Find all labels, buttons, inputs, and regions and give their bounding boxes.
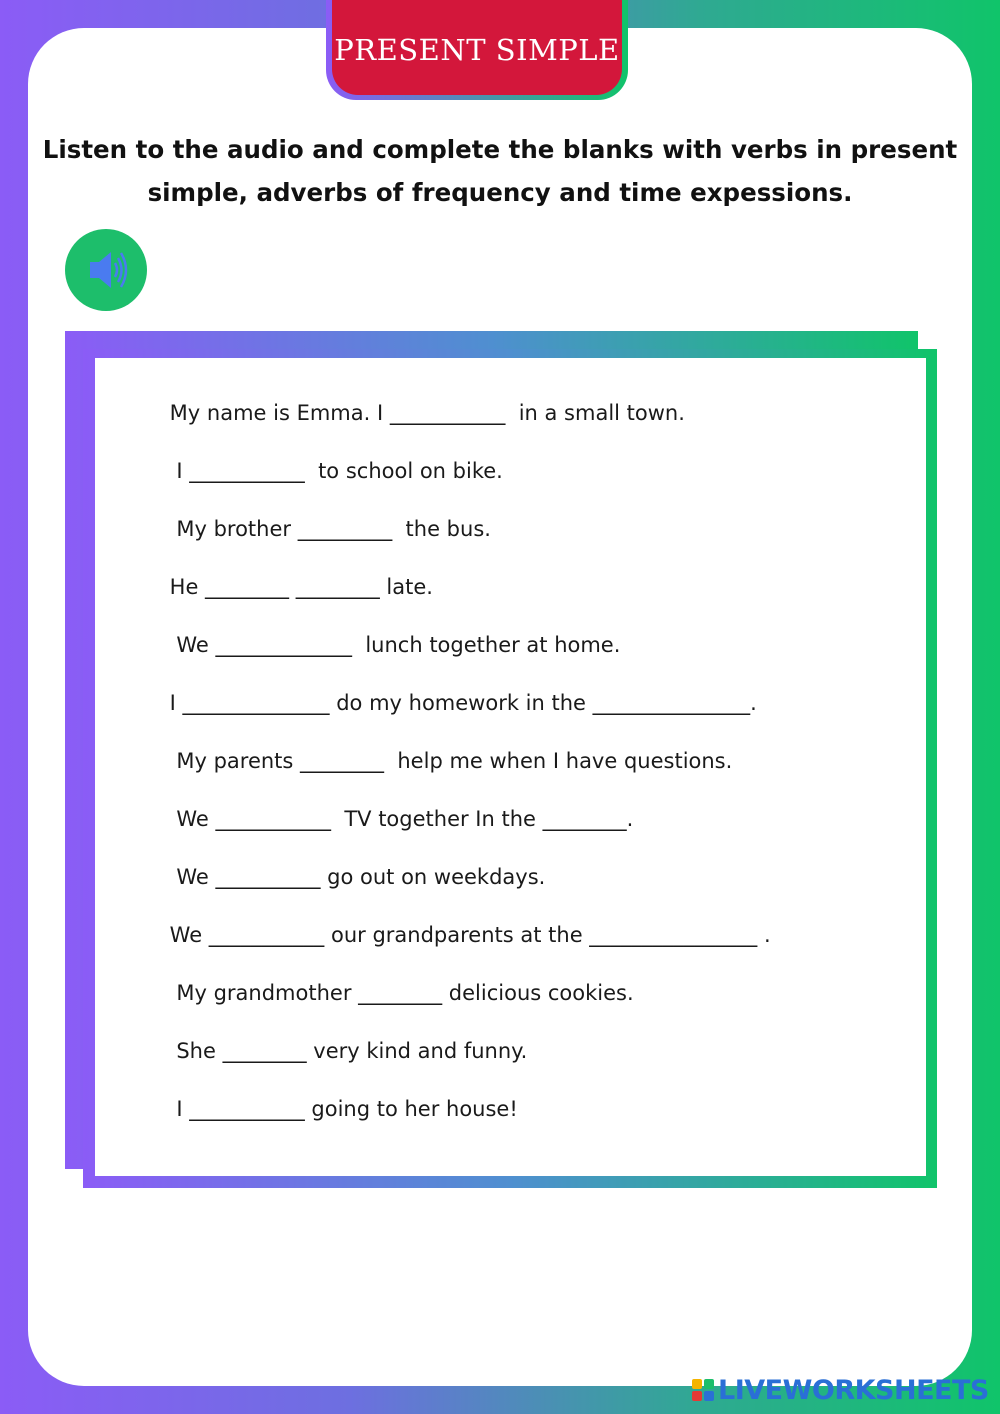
liveworksheets-logo [692, 1372, 989, 1408]
sentence-9[interactable]: We __________ go out on weekdays. [163, 865, 546, 889]
sentence-4[interactable]: He ________ ________ late. [163, 575, 433, 599]
title-banner [332, 0, 622, 95]
sentence-3[interactable]: My brother _________ the bus. [163, 517, 491, 541]
sentence-10[interactable]: We ___________ our grandparents at the ________________ . [163, 923, 771, 947]
speaker-icon [78, 242, 134, 298]
sentence-6[interactable]: I ______________ do my homework in the _______________. [163, 691, 757, 715]
sentence-12[interactable]: She ________ very kind and funny. [163, 1039, 528, 1063]
title-tab [326, 0, 628, 100]
play-audio-button[interactable] [65, 229, 147, 311]
logo-mark-icon [692, 1379, 714, 1401]
instructions-text: Listen to the audio and complete the blanks with verbs in present simple, adverbs of frequency and time expessions. [42, 135, 958, 207]
sentence-8[interactable]: We ___________ TV together In the ________. [163, 807, 634, 831]
sentence-11[interactable]: My grandmother ________ delicious cookies. [163, 981, 634, 1005]
sentence-2[interactable]: I ___________ to school on bike. [163, 459, 503, 483]
sentence-5[interactable]: We _____________ lunch together at home. [163, 633, 621, 657]
worksheet-title: PRESENT SIMPLE [334, 32, 620, 67]
sentence-13[interactable]: I ___________ going to her house! [163, 1097, 518, 1121]
logo-text: LIVEWORKSHEETS [718, 1374, 989, 1406]
sentence-7[interactable]: My parents ________ help me when I have questions. [163, 749, 733, 773]
sentence-1[interactable]: My name is Emma. I ___________ in a small town. [163, 401, 685, 425]
